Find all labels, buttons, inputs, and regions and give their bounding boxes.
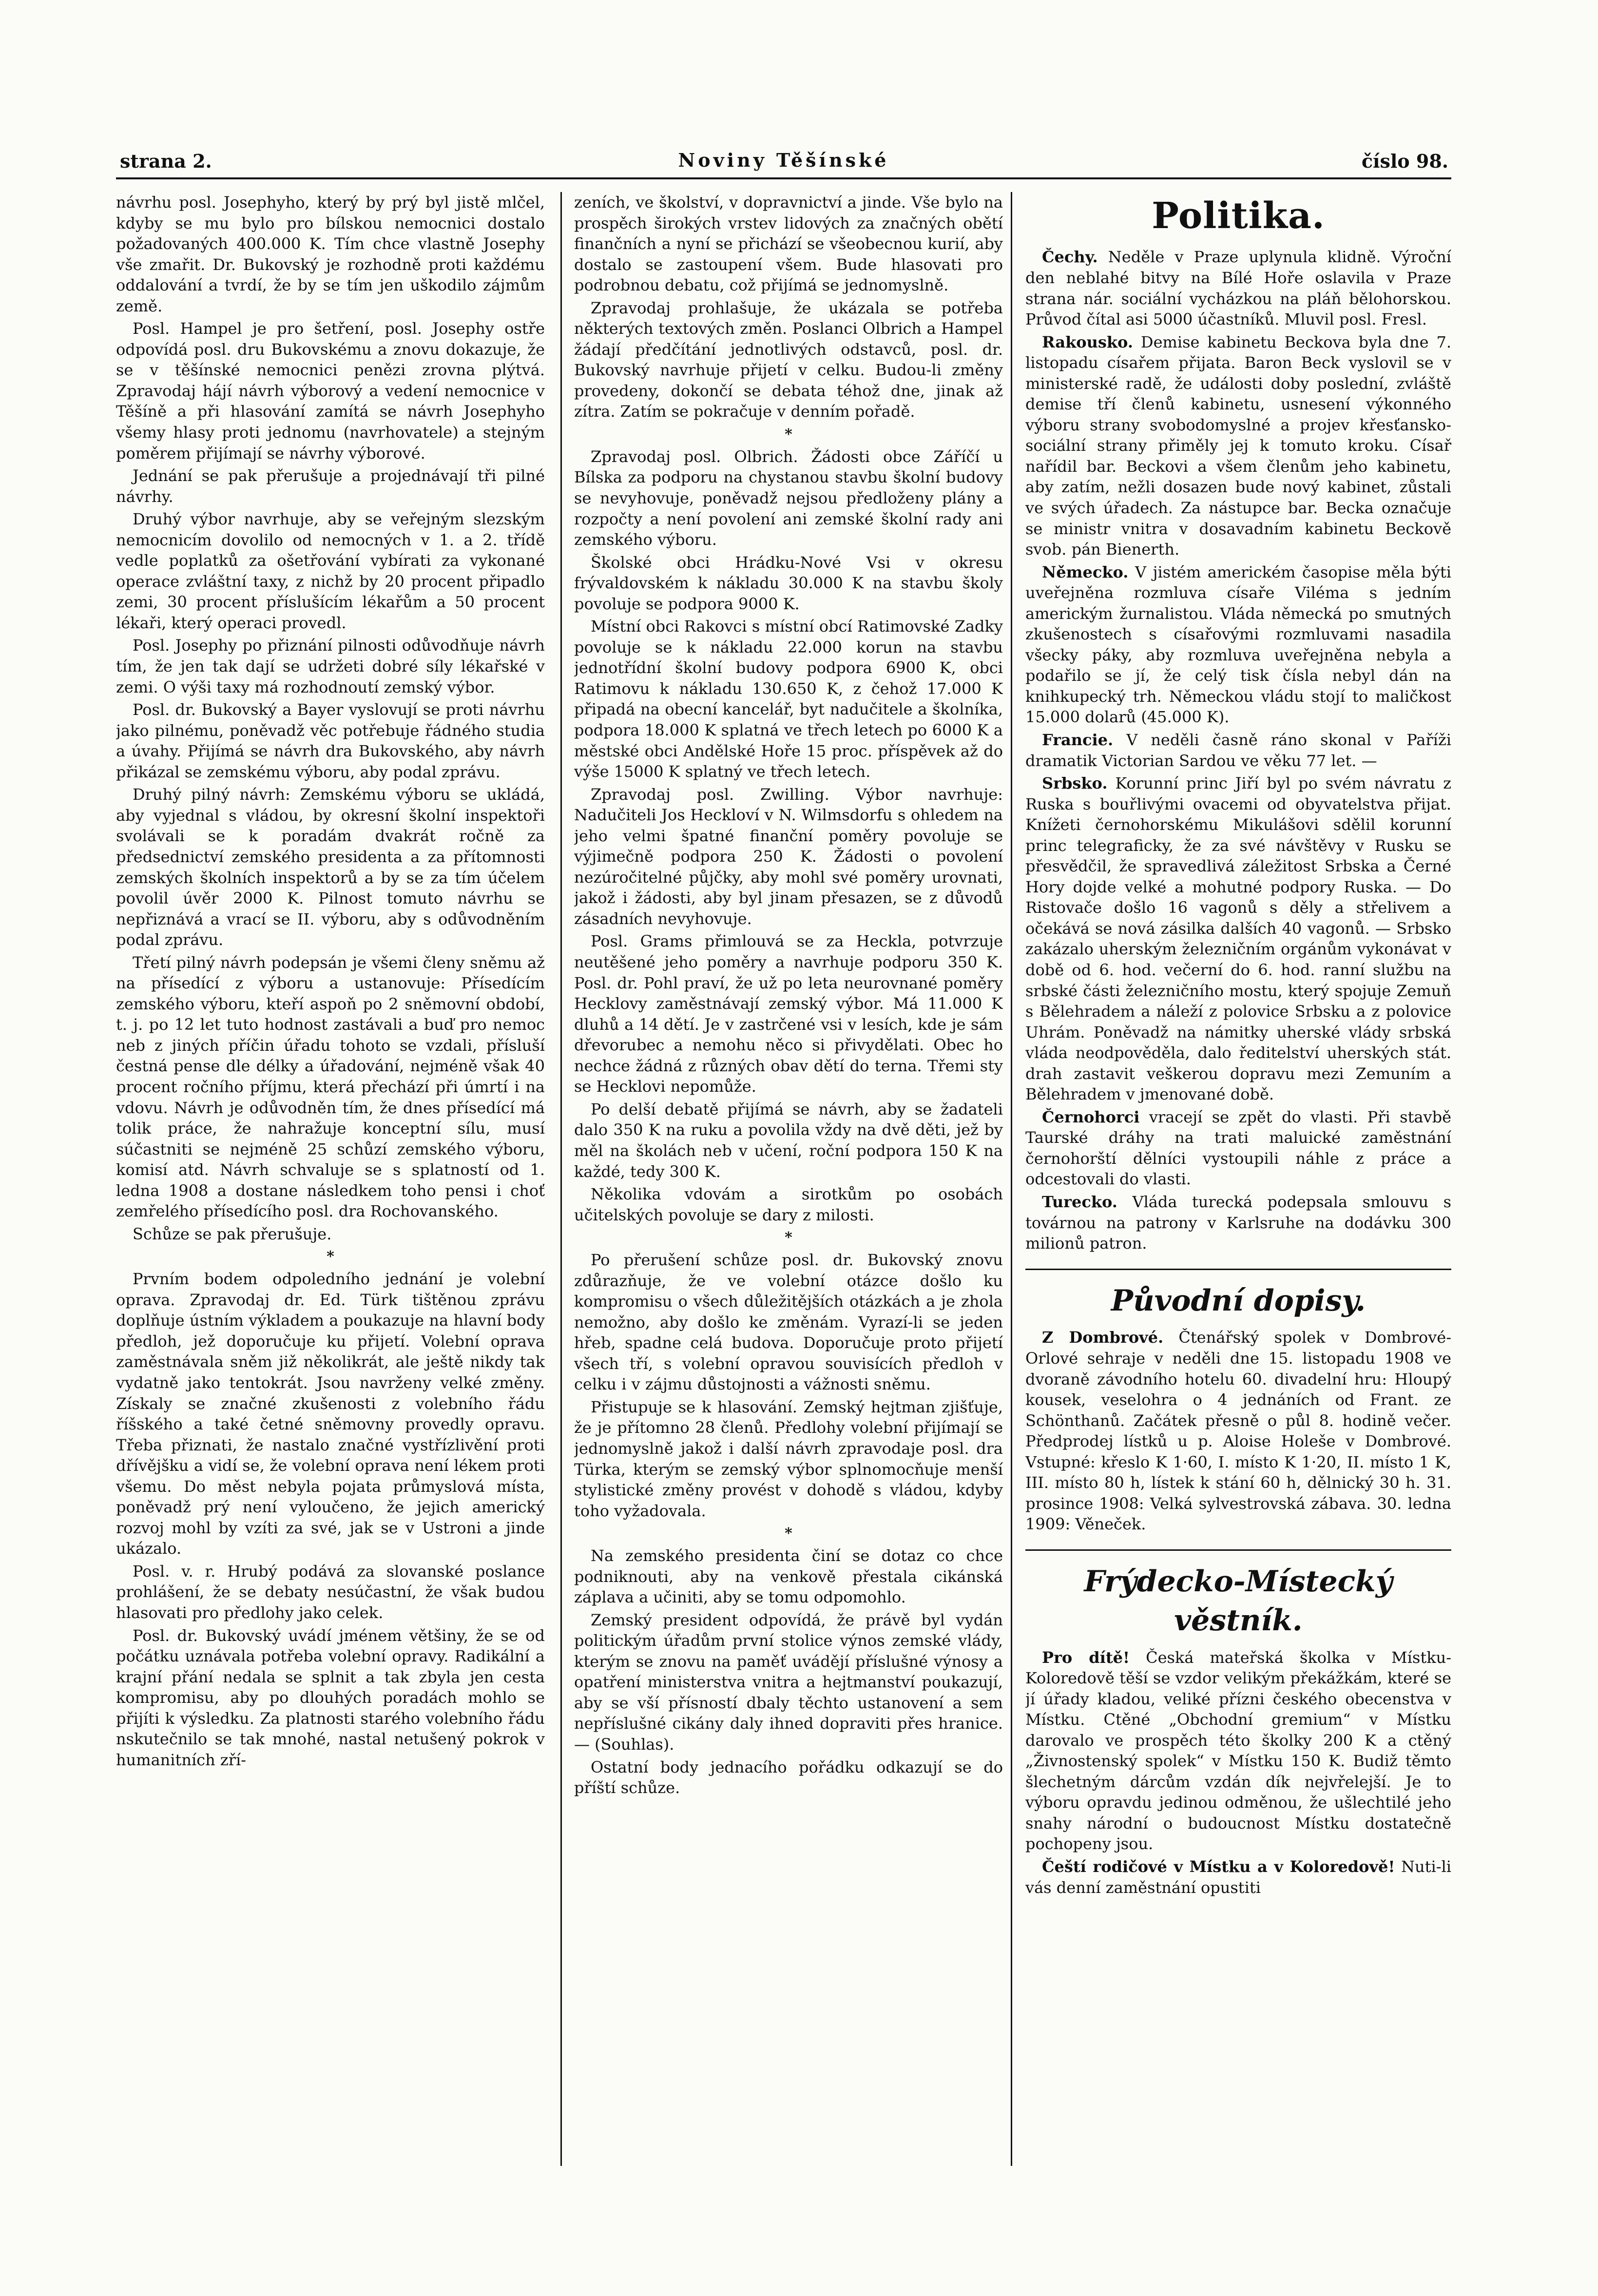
page-content bbox=[116, 141, 1451, 2179]
country-label: Rakousko. bbox=[1042, 332, 1133, 351]
country-label: Francie. bbox=[1042, 730, 1114, 749]
country-label: Čechy. bbox=[1042, 248, 1098, 267]
news-text: V neděli časně ráno skonal v Paříži dramatik Victorian Sardou ve věku 77 let. — bbox=[1025, 730, 1451, 770]
letter-item-dombrova bbox=[1025, 1327, 1451, 1534]
newspaper-title: Noviny Těšínské bbox=[678, 149, 889, 171]
paragraph: Posl. Josephy po přiznání pilnosti odůvodňuje návrh tím, že jen tak dají se udržeti dobré síly lékařské v zemi. O výši taxy má rozhodnoutí zemský výbor. bbox=[116, 636, 545, 696]
column-divider bbox=[1011, 192, 1012, 2166]
section-heading-puvodni-dopisy: Původní dopisy. bbox=[1111, 1283, 1366, 1318]
paragraph: Místní obci Rakovci s místní obcí Ratimovské Zadky povoluje se k nákladu 22.000 korun na stavbu jednotřídní školní budovy podpora 6900 K, obci Ratimovu k nákladu 130.650 K, z čehož 17.000 K připadá na obecní kancelář, byt nadučitele a školníka, podpora 18.000 K splatná ve třech letech po 6000 K a městské obci Andělské Hoře 15 proc. příspěvek až do výše 15000 K splatný ve třech letech. bbox=[574, 617, 1003, 781]
paragraph: Školské obci Hrádku-Nové Vsi v okresu frývaldovském k nákladu 30.000 K na stavbu školy povoluje se podpora 9000 K. bbox=[574, 553, 1003, 613]
country-label: Turecko. bbox=[1042, 1193, 1117, 1212]
page-header bbox=[116, 141, 1451, 171]
paragraph: návrhu posl. Josephyho, který by prý byl jistě mlčel, kdyby se mu bylo pro bílskou nemocnici dostalo požadovaných 400.000 K. Tím chce vlastně Josephy vše zmařit. Dr. Bukovský je rozhodně proti každému oddalování a tvrdí, že by se tím jen uškodilo zájmům země. bbox=[116, 193, 545, 315]
paragraph: Druhý pilný návrh: Zemskému výboru se ukládá, aby vyjednal s vládou, by okresní školní inspektoři svolávali se k poradám dvakrát ročně za předsednictví zemského presidenta a za přítomnosti zemských školních inspektorů a by se za tím účelem povolil úvěr 2000 K. Pilnost tomuto návrhu se nepřiznává a vrací se II. výboru, aby s odůvodněním podal zprávu. bbox=[116, 785, 545, 949]
news-text: Nuti-li vás denní zaměstnání opustiti bbox=[1025, 1857, 1451, 1897]
section-heading-frydecko-mistecky-vestnik: Frýdecko-Místecký věstník. bbox=[1084, 1564, 1393, 1638]
news-item-nemecko bbox=[1025, 562, 1451, 728]
paragraph: Prvním bodem odpoledního jednání je volební oprava. Zpravodaj dr. Ed. Türk tištěnou zprávu doplňuje ústním výkladem a poukazuje na hlavní body předloh, jež doporučuje ku přijetí. Volební oprava zaměstnávala sněm již několikrát, ale ještě nikdy tak vydatně jako tentokrát. Jsou navrženy velké změny. Získaly se značné zkušenosti z volebního řádu říšského a také četné sněmovny provedly opravu. Třeba přiznati, že nastalo značné vystřízlivění proti dřívějšku a vidí se, že volební oprava není lékem proti všemu. Do měst nebyla pojata průmyslová místa, poněvadž prý není vyloučeno, že jejich americký rozvoj mohl by vzíti za své, jak se v Ustroni a jinde ukázalo. bbox=[116, 1270, 545, 1558]
news-text: Neděle v Praze uplynula klidně. Výroční den neblahé bitvy na Bílé Hoře oslavila v Praze strana nár. sociální vycházkou na pláň bělohorskou. Průvod čítal asi 5000 účastníků. Mluvil posl. Fresl. bbox=[1025, 248, 1451, 329]
paragraph: Schůze se pak přerušuje. bbox=[133, 1224, 332, 1243]
page-number-label: strana 2. bbox=[120, 150, 212, 172]
news-item-srbsko bbox=[1025, 773, 1451, 1105]
news-item-cernohorci bbox=[1025, 1107, 1451, 1190]
news-text: Korunní princ Jiří byl po svém návratu z Ruska s bouřlivými ovacemi od obyvatelstva přijat. Knížeti černohorskému Mikulášovi sdělil korunní princ telegraficky, že za své návštěvy v Rusku se přesvědčil, že spravedlivá záležitost Srbska a Černé Hory dojde velké a mohutné podpory Ruska. — Do Ristovače došlo 16 vagonů s děly a střelivem a očekává se nová zásilka dalších 40 vagonů. — Srbsko zakázalo uherským železničním orgánům vykonávat v době od 6. hod. večerní do 6. hod. ranní službu na srbské části železničního mostu, který spojuje Zemuň s Bělehradem a náleží z polovice Srbsku a z polovice Uhrám. Poněvadž na námitky uherské vlády srbská vláda neodpověděla, dalo ředitelství uherských stát. drah zastavit veškerou dopravu mezi Zemuním a Bělehradem v jmenované době. bbox=[1025, 774, 1451, 1104]
place-label: Z Dombrové. bbox=[1042, 1328, 1164, 1347]
paragraph: Zpravodaj prohlašuje, že ukázala se potřeba některých textových změn. Poslanci Olbrich a Hampel žádají předčítání jednotlivých odstavců, posl. dr. Bukovský navrhuje přijetí v celku. Budou-li změny provedeny, dokončí se debata téhož dne, jinak až zítra. Zatím se pokračuje v denním pořadě. bbox=[574, 298, 1003, 421]
paragraph: Zemský president odpovídá, že právě byl vydán politickým úřadům první stolice výnos zemské vlády, kterým se znovu na paměť uvádějí příslušné výnosy a opatření ministerstva vnitra a hejtmanství poukazují, aby se vší přísností dbaly těchto ustanovení a sem nepříslušné cikány daly ihned dopraviti přes hranice. — (Souhlas). bbox=[574, 1610, 1003, 1754]
news-text: vracejí se zpět do vlasti. Při stavbě Taurské dráhy na trati maluické zaměstnání černohorští dělníci vystoupili náhle z práce a odcestovali do vlasti. bbox=[1025, 1107, 1451, 1189]
paragraph: Jednání se pak přerušuje a projednávají tři pilné návrhy. bbox=[116, 466, 545, 506]
column-2 bbox=[574, 192, 1003, 2171]
paragraph: Ostatní body jednacího pořádku odkazují se do příští schůze. bbox=[574, 1757, 1003, 1797]
news-text: Česká mateřská školka v Místku-Koloredově těší se vzdor velikým překážkám, které se jí úřady kladou, veliké přízni českého obecenstva v Místku. Ctěné „Obchodní gremium“ v Místku darovalo ve prospěch této školky 200 K a ctěný „Živnostenský spolek“ v Místku 150 K. Budiž těmto šlechetným dárcům vzdán dík nejvřelejší. Je to výboru opravdu jedinou odměnou, že ušlechtilé jeho snahy národní o budoucnost Místku dostatečně pochopeny jsou. bbox=[1025, 1648, 1451, 1853]
news-item-turecko bbox=[1025, 1192, 1451, 1254]
news-text: Vláda turecká podepsala smlouvu s továrnou na patrony v Karlsruhe na dodávku 300 milionů patron. bbox=[1025, 1193, 1451, 1253]
section-asterisk: * bbox=[785, 1525, 792, 1543]
paragraph: Posl. Hampel je pro šetření, posl. Josephy ostře odpovídá posl. dru Bukovskému a znovu dokazuje, že se v těšínské nemocnici penězi zrovna plýtvá. Zpravodaj hájí návrh výborový a vedení nemocnice v Těšíně a při hlasování zamítá se návrh Josephyho všemy hlasy proti jednomu (navrhovatele) a stejným poměrem přijímají se návrhy výborové. bbox=[116, 319, 545, 463]
paragraph: Posl. dr. Bukovský uvádí jménem většiny, že se od počátku uznávala potřeba volební opravy. Radikální a krajní přání nedala se splnit a tak zbyla jen cesta kompromisu, aby po dlouhých poradách mohlo se přijíti k výsledku. Za platnosti starého volebního řádu nskutečnilo se tak mnohé, nastal netušený pokrok v humanitních zří- bbox=[116, 1626, 545, 1769]
issue-number-label: číslo 98. bbox=[1361, 150, 1448, 172]
section-divider bbox=[1025, 1269, 1451, 1270]
column-1 bbox=[116, 192, 545, 2171]
paragraph: Posl. v. r. Hrubý podává za slovanské poslance prohlášení, že se debaty nesúčastní, že však budou hlasovati pro předlohy jako celek. bbox=[116, 1562, 545, 1622]
section-divider bbox=[1025, 1549, 1451, 1551]
item-label: Pro dítě! bbox=[1042, 1648, 1130, 1667]
section-heading-politika: Politika. bbox=[1152, 195, 1325, 237]
paragraph: Po přerušení schůze posl. dr. Bukovský znovu zdůrazňuje, že ve volební otázce došlo ku kompromisu o všech důležitějších otázkách a je zhola nemožno, aby došlo ke změnám. Vyrazí-li se jeden hřeb, spadne celá budova. Doporučuje proto přijetí všech tří, s volební opravou souvisících předloh v celku i v zájmu důstojnosti a vážnosti sněmu. bbox=[574, 1251, 1003, 1394]
section-asterisk: * bbox=[327, 1248, 334, 1266]
country-label: Černohorci bbox=[1042, 1107, 1140, 1126]
news-text: Demise kabinetu Beckova byla dne 7. listopadu císařem přijata. Baron Beck vyslovil se v ministerské radě, že události doby poslední, zvláště demise tří členů kabinetu, usnesení výkonného výboru strany svobodomyslné a projev křesťansko-sociální strany přiměly jej k tomuto kroku. Císař nařídil bar. Beckovi a všem členům jeho kabinetu, aby zatím, nežli dosazen bude nový kabinet, zůstali ve svých úřadech. Za nástupce bar. Becka označuje se ministr vnitra v dosavadním kabinetu Beckově svob. pán Bienerth. bbox=[1025, 332, 1451, 559]
paragraph: Po delší debatě přijímá se návrh, aby se žadateli dalo 350 K na ruku a povolila vždy na dvě děti, jež by měl na školách neb v učení, roční podpora 150 K na každé, tedy 300 K. bbox=[574, 1100, 1003, 1181]
country-label: Německo. bbox=[1042, 562, 1129, 581]
country-label: Srbsko. bbox=[1042, 774, 1108, 793]
column-divider bbox=[560, 192, 562, 2166]
paragraph: Na zemského presidenta činí se dotaz co chce podniknouti, aby na venkově přestala cikánská záplava a učiniti, aby se tomu odpomohlo. bbox=[574, 1546, 1003, 1607]
section-asterisk: * bbox=[785, 426, 792, 444]
paragraph: Přistupuje se k hlasování. Zemský hejtman zjišťuje, že je přítomno 28 členů. Předlohy volební přijímají se jednomyslně jakož i další návrh zpravodaje posl. dra Türka, kterým se zemský výbor splnomocňuje menší stylistické změny provést v dohodě s vládou, kdyby toho vyžadovala. bbox=[574, 1397, 1003, 1520]
paragraph: Posl. dr. Bukovský a Bayer vyslovují se proti návrhu jako pilnému, poněvadž věc potřebuje řádného studia a úvahy. Přijímá se návrh dra Bukovského, aby návrh přikázal se zemskému výboru, aby podal zprávu. bbox=[116, 700, 545, 781]
header-rule bbox=[116, 177, 1451, 179]
section-asterisk: * bbox=[785, 1229, 792, 1247]
item-label: Čeští rodičové v Místku a v Koloredově! bbox=[1042, 1857, 1395, 1876]
news-text: V jistém americkém časopise měla býti uveřejněna rozmluva císaře Viléma s jedním americkým žurnalistou. Vláda německá po smutných zkušenostech s císařovými rozmluvami nasadila všecky páky, aby rozmluva uveřejněna nebyla a podařilo se jí, že celý tisk čísla nebyl dán na knihkupecký trh. Německou vládu stojí to maličkost 15.000 dolarů (45.000 K). bbox=[1025, 562, 1451, 727]
news-item-cesti-rodicove bbox=[1025, 1856, 1451, 1898]
news-item-pro-dite bbox=[1025, 1647, 1451, 1854]
paragraph: Třetí pilný návrh podepsán je všemi členy sněmu až na přísedící z výboru a ustanovuje: Přísedícím zemského výboru, kteří aspoň po 2 sněmovní období, t. j. po 12 let tuto hodnost zastávali a buď pro nemoc neb z jiných příčin úřadu tohoto se vzdali, přísluší čestná pense dle délky a úřadování, nejméně však 40 procent ročního příjmu, která přechází při úmrtí i na vdovu. Návrh je odůvodněn tím, že dnes přísedící má tolik práce, že nahražuje konceptní sílu, musí súčastniti se nejméně 25 schůzí zemského výboru, komisí atd. Návrh schvaluje se s splatností od 1. ledna 1908 a dostane následkem toho pensi i choť zemřelého přísedícího posl. dra Rochovanského. bbox=[116, 953, 545, 1221]
news-item-francie bbox=[1025, 730, 1451, 771]
paragraph: Zpravodaj posl. Olbrich. Žádosti obce Záříčí u Bílska za podporu na chystanou stavbu školní budovy se nevyhovuje, poněvadž nejsou předloženy plány a rozpočty a není povolení ani zemské školní rady ani zemského výboru. bbox=[574, 447, 1003, 549]
news-item-rakousko bbox=[1025, 332, 1451, 560]
paragraph: Posl. Grams přimlouvá se za Heckla, potvrzuje neutěšené jeho poměry a navrhuje podporu 350 K. Posl. dr. Pohl praví, že už po leta neurovnané poměry Hecklovy zaměstnávají zemský výbor. Má 11.000 K dluhů a 14 dětí. Je v zastrčené vsi v lesích, kde je sám dřevorubec a nemohu něco si přivydělati. Obec ho nechce žádná z různých obav dětí do terna. Třemi sty se Hecklovi nepomůže. bbox=[574, 932, 1003, 1096]
paragraph: Druhý výbor navrhuje, aby se veřejným slezským nemocnicím dovolilo od nemocných v 1. a 2. třídě vedle poplatků za ošetřování vybírati za vykonané operace zvláštní taxy, z nichž by 20 procent připadlo zemi, 30 procent příslušícím lékařům a 50 procent lékaři, který operaci provedl. bbox=[116, 510, 545, 632]
column-3 bbox=[1025, 192, 1451, 2171]
paragraph: zeních, ve školství, v dopravnictví a jinde. Vše bylo na prospěch širokých vrstev lidových za značných obětí finančních a nyní se přichází se všeobecnou kurií, aby dostalo se zastoupení všem. Bude hlasovati pro podrobnou debatu, což přijímá se jednomyslně. bbox=[574, 193, 1003, 295]
paragraph: Několika vdovám a sirotkům po osobách učitelských povoluje se dary z milosti. bbox=[574, 1185, 1003, 1224]
paragraph: Zpravodaj posl. Zwilling. Výbor navrhuje: Nadučiteli Jos Heckloví v N. Wilmsdorfu s ohledem na jeho velmi špatné finanční poměry povoluje se výjimečně podpora 250 K. Žádosti o povolení nezúročitelné půjčky, aby mohl své poměry urovnati, jakož i žádosti, aby byl jinam přesazen, se z důvodů zásadních nevyhovuje. bbox=[574, 785, 1003, 928]
letter-text: Čtenářský spolek v Dombrové-Orlové sehraje v neděli dne 15. listopadu 1908 ve dvoraně závodního hotelu 60. divadelní hru: Hloupý kousek, veselohra o 4 jednáních od Frant. ze Schönthanů. Začátek přesně o půl 8. hodině večer. Předprodej lístků u p. Aloise Holeše v Dombrové. Vstupné: křeslo K 1·60, I. místo K 1·20, II. místo 1 K, III. místo 80 h, lístek k stání 60 h, dělnický 30 h. 31. prosince 1908: Velká sylvestrovská zábava. 30. ledna 1909: Věneček. bbox=[1025, 1328, 1451, 1534]
news-item-cechy bbox=[1025, 247, 1451, 329]
